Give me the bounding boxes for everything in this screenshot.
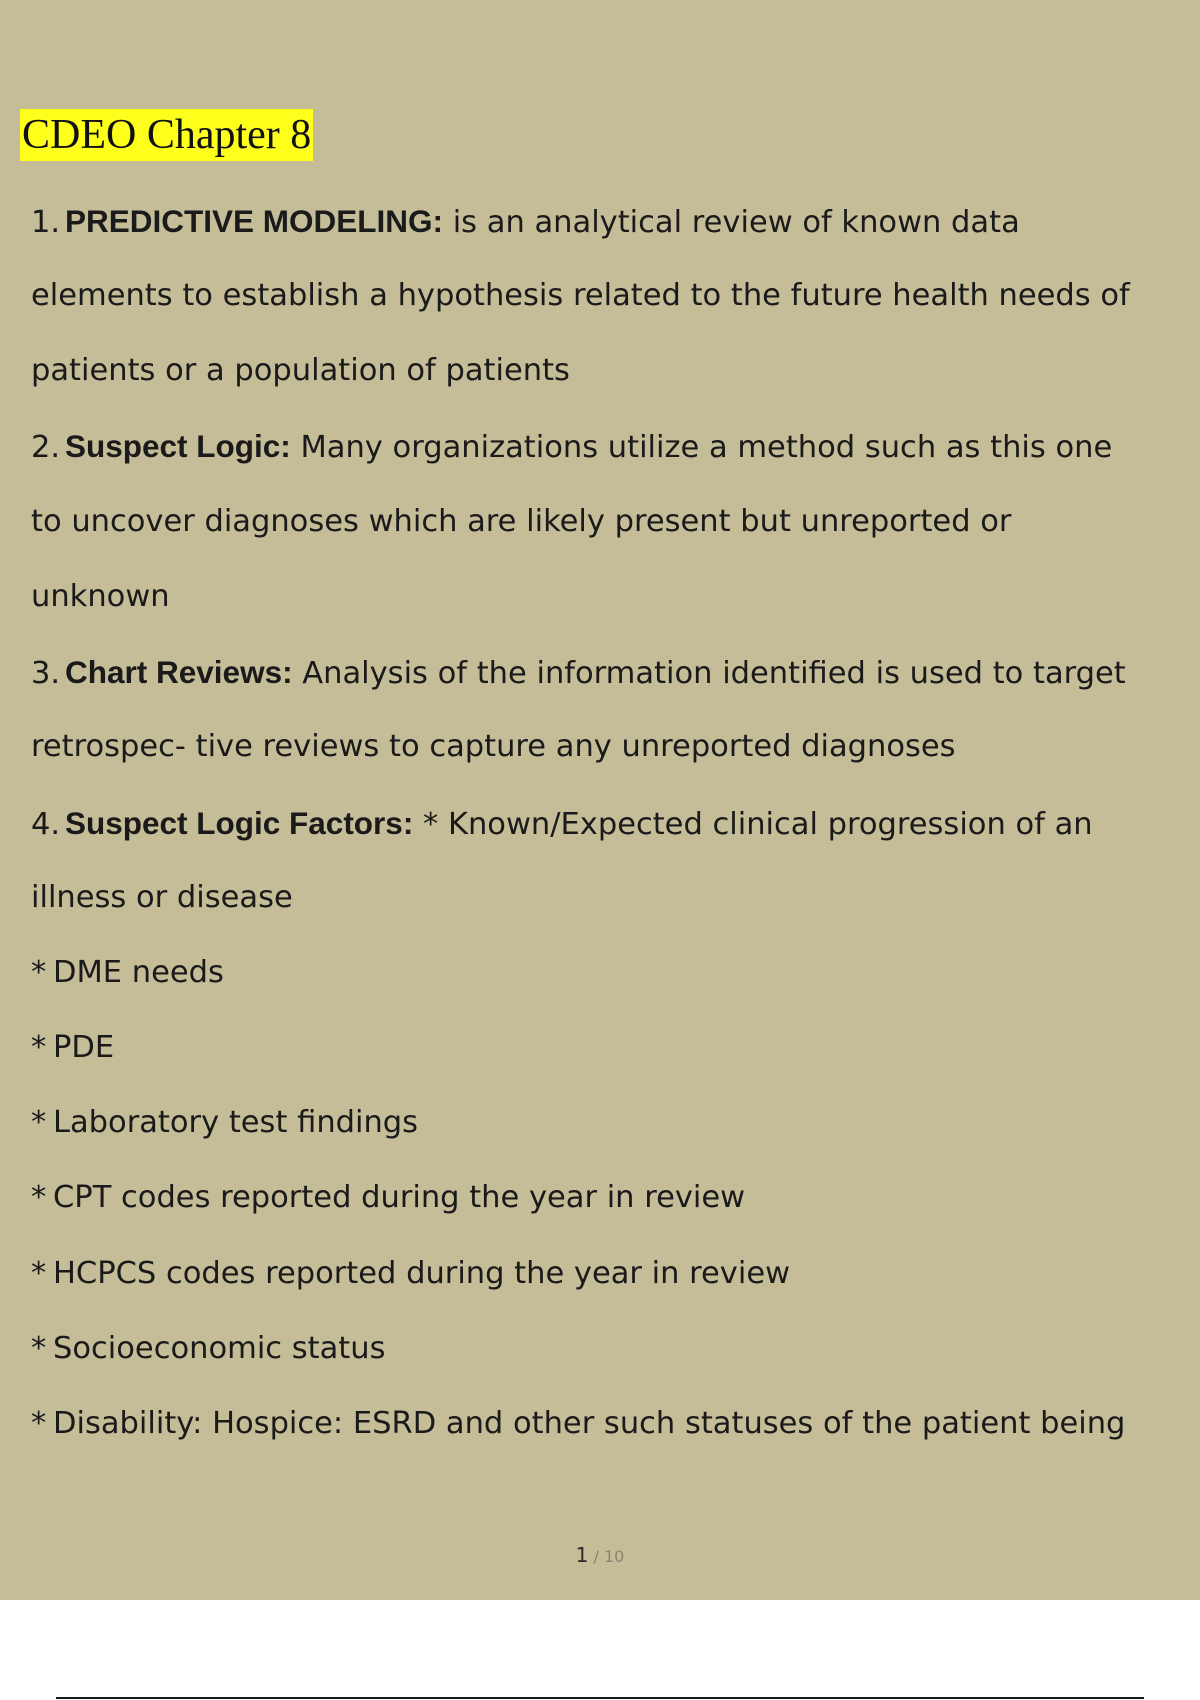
bullet-marker: * <box>31 1331 47 1366</box>
bullet-marker: * <box>31 1406 47 1441</box>
total-pages: / 10 <box>588 1547 625 1566</box>
bullet-marker: * <box>31 1180 47 1215</box>
bullet-item <box>31 1103 1196 1143</box>
bullet-text: PDE <box>53 1030 115 1065</box>
document-title: CDEO Chapter 8 <box>20 109 313 161</box>
item-term: Suspect Logic: <box>65 428 291 464</box>
item-2-line-2: to uncover diagnoses which are likely present but unreported or <box>31 504 1012 539</box>
bullet-text: Disability: Hospice: ESRD and other such statuses of the patient being <box>53 1406 1126 1441</box>
bullet-item <box>31 1254 1196 1294</box>
bullet-marker: * <box>31 1105 47 1140</box>
item-2-line-1 <box>31 426 1196 468</box>
page-indicator <box>0 1542 1200 1570</box>
bullet-text: Socioeconomic status <box>53 1331 386 1366</box>
bullet-item <box>31 1404 1196 1444</box>
item-term: Chart Reviews: <box>65 654 293 690</box>
item-number: 3. <box>31 656 61 691</box>
item-text: Many organizations utilize a method such as this one <box>290 430 1113 465</box>
bullet-marker: * <box>31 955 47 990</box>
current-page: 1 <box>575 1543 589 1567</box>
item-text: * Known/Expected clinical progression of an <box>413 807 1093 842</box>
item-1-line-3: patients or a population of patients <box>31 353 570 388</box>
bullet-item <box>31 1028 1196 1068</box>
item-3-line-1 <box>31 652 1196 694</box>
item-4-line-1 <box>31 803 1196 845</box>
item-number: 1. <box>31 205 61 240</box>
bullet-text: DME needs <box>53 955 224 990</box>
bullet-item <box>31 1329 1196 1369</box>
item-term: PREDICTIVE MODELING: <box>65 203 444 239</box>
bullet-item <box>31 953 1196 993</box>
item-2-line-3: unknown <box>31 579 170 614</box>
bullet-marker: * <box>31 1256 47 1291</box>
item-3-line-2: retrospec- tive reviews to capture any unreported diagnoses <box>31 729 956 764</box>
bullet-marker: * <box>31 1030 47 1065</box>
footer-divider <box>56 1697 1144 1699</box>
item-1-line-1 <box>31 201 1196 243</box>
item-term: Suspect Logic Factors: <box>65 805 414 841</box>
item-1-line-2: elements to establish a hypothesis related to the future health needs of <box>31 278 1130 313</box>
item-number: 4. <box>31 807 61 842</box>
bullet-text: Laboratory test findings <box>53 1105 419 1140</box>
item-number: 2. <box>31 430 61 465</box>
bullet-item <box>31 1178 1196 1218</box>
item-text: Analysis of the information identified is used to target <box>292 656 1126 691</box>
bullet-text: HCPCS codes reported during the year in review <box>53 1256 791 1291</box>
bullet-text: CPT codes reported during the year in review <box>53 1180 746 1215</box>
item-4-line-2: illness or disease <box>31 880 293 915</box>
item-text: is an analytical review of known data <box>443 205 1020 240</box>
